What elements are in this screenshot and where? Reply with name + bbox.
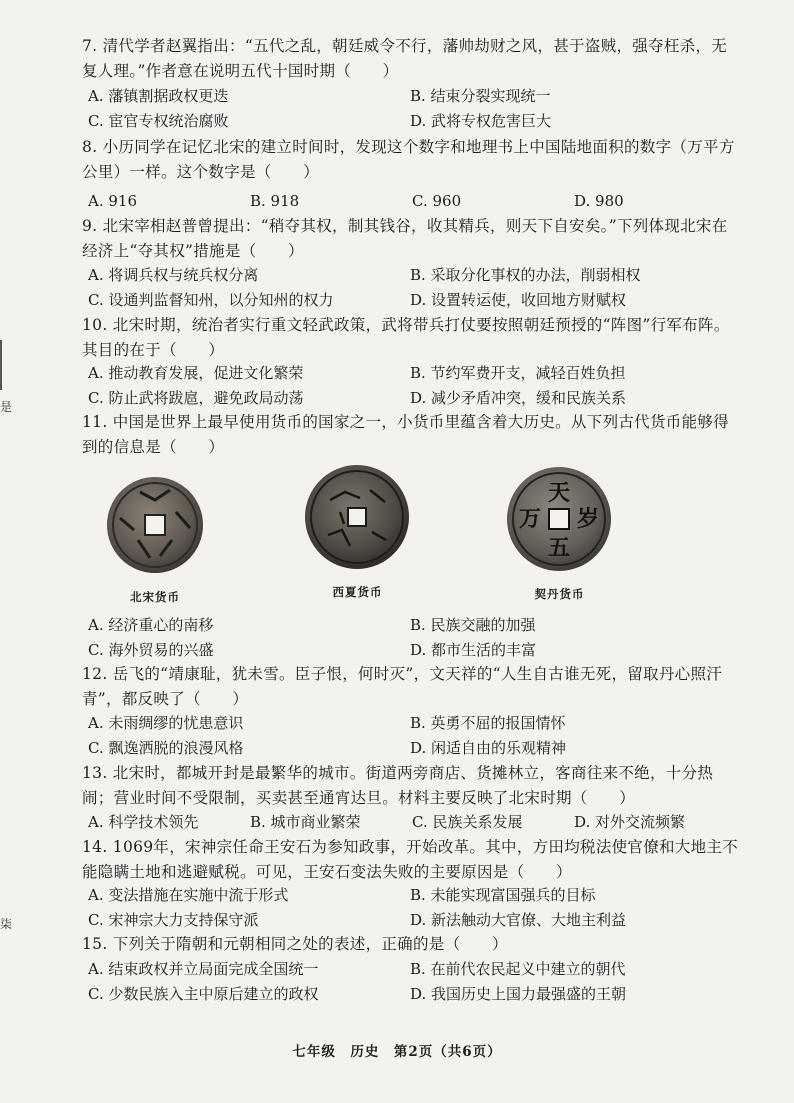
question-7-stem: 7. 清代学者赵翼指出：“五代之乱，朝廷威令不行，藩帅劫财之风，甚于盗贼，强夺枉杀，无复人理。”作者意在说明五代十国时期（ ） bbox=[82, 37, 728, 80]
margin-mark-1: 是 bbox=[0, 400, 13, 414]
northern-song-coin-figure bbox=[100, 470, 210, 605]
q10-option-a: A. 推动教育发展，促进文化繁荣 bbox=[88, 364, 304, 382]
khitan-coin-label: 契丹货币 bbox=[534, 587, 585, 601]
khitan-coin-char-top: 天 bbox=[547, 481, 571, 506]
khitan-coin-char-left: 万 bbox=[518, 507, 542, 532]
question-7-options bbox=[88, 84, 738, 133]
question-12-options bbox=[88, 711, 738, 760]
q9-option-c: C. 设通判监督知州，以分知州的权力 bbox=[88, 290, 334, 309]
question-11-options bbox=[88, 613, 738, 662]
q10-option-b: B. 节约军费开支，减轻百姓负担 bbox=[410, 364, 626, 382]
western-xia-coin-icon bbox=[300, 460, 415, 575]
question-8-stem: 8. 小历同学在记忆北宋的建立时间时，发现这个数字和地理书上中国陆地面积的数字（万平方公里）一样。这个数字是（ ） bbox=[82, 138, 735, 181]
question-15-options bbox=[88, 957, 738, 1006]
khitan-coin-char-right: 岁 bbox=[576, 507, 600, 532]
q8-option-b: B. 918 bbox=[250, 192, 300, 210]
question-8-options bbox=[88, 189, 738, 214]
q9-option-d: D. 设置转运使，收回地方财赋权 bbox=[410, 290, 627, 309]
q14-option-d: D. 新法触动大官僚、大地主利益 bbox=[410, 910, 627, 929]
q11-option-d: D. 都市生活的丰富 bbox=[410, 640, 537, 659]
western-xia-coin-label: 西夏货币 bbox=[332, 585, 383, 599]
q12-option-d: D. 闲适自由的乐观精神 bbox=[410, 738, 567, 757]
q8-option-d: D. 980 bbox=[574, 192, 624, 210]
question-9-options bbox=[88, 263, 738, 312]
q13-option-a: A. 科学技术领先 bbox=[88, 813, 199, 831]
q7-option-d: D. 武将专权危害巨大 bbox=[410, 111, 552, 130]
q15-option-b: B. 在前代农民起义中建立的朝代 bbox=[410, 960, 626, 978]
q11-option-c: C. 海外贸易的兴盛 bbox=[88, 640, 214, 659]
margin-mark-2: 柒 bbox=[0, 917, 13, 931]
question-13-options bbox=[88, 810, 738, 835]
q9-option-b: B. 采取分化事权的办法，削弱相权 bbox=[410, 266, 641, 284]
q12-option-c: C. 飘逸洒脱的浪漫风格 bbox=[88, 738, 244, 757]
q7-option-b: B. 结束分裂实现统一 bbox=[410, 87, 551, 105]
question-10-options bbox=[88, 361, 738, 410]
q14-option-c: C. 宋神宗大力支持保守派 bbox=[88, 910, 259, 929]
khitan-coin-figure bbox=[502, 462, 617, 602]
q10-option-d: D. 减少矛盾冲突，缓和民族关系 bbox=[410, 388, 627, 407]
question-13-stem: 13. 北宋时，都城开封是最繁华的城市。街道两旁商店、货摊林立，客商往来不绝，十分热闹；营业时间不受限制，买卖甚至通宵达旦。材料主要反映了北宋时期（ ） bbox=[82, 764, 714, 807]
q13-option-b: B. 城市商业繁荣 bbox=[250, 813, 361, 831]
question-12-stem: 12. 岳飞的“靖康耻，犹未雪。臣子恨，何时灭”，文天祥的“人生自古谁无死，留取丹心照汗青”，都反映了（ ） bbox=[82, 665, 723, 708]
q12-option-a: A. 未雨绸缪的忧患意识 bbox=[88, 714, 244, 732]
question-9-stem: 9. 北宋宰相赵普曾提出：“稍夺其权，制其钱谷，收其精兵，则天下自安矣。”下列体现北宋在经济上“夺其权”措施是（ ） bbox=[82, 217, 728, 260]
q15-option-c: C. 少数民族入主中原后建立的政权 bbox=[88, 984, 319, 1003]
question-15-stem: 15. 下列关于隋朝和元朝相同之处的表述，正确的是（ ） bbox=[82, 935, 508, 953]
question-10-stem: 10. 北宋时期，统治者实行重文轻武政策，武将带兵打仗要按照朝廷预授的“阵图”行军布阵。其目的在于（ ） bbox=[82, 316, 730, 359]
q8-option-a: A. 916 bbox=[88, 192, 137, 210]
q7-option-c: C. 宦官专权统治腐败 bbox=[88, 111, 229, 130]
binding-line bbox=[0, 340, 2, 390]
q10-option-c: C. 防止武将跋扈，避免政局动荡 bbox=[88, 388, 304, 407]
q13-option-d: D. 对外交流频繁 bbox=[574, 813, 686, 831]
q11-option-a: A. 经济重心的南移 bbox=[88, 616, 214, 634]
q13-option-c: C. 民族关系发展 bbox=[412, 813, 523, 831]
western-xia-coin-figure bbox=[300, 460, 415, 600]
question-11-stem: 11. 中国是世界上最早使用货币的国家之一，小货币里蕴含着大历史。从下列古代货币能够得到的信息是（ ） bbox=[82, 413, 729, 456]
q11-option-b: B. 民族交融的加强 bbox=[410, 616, 536, 634]
page-footer: 七年级 历史 第2页（共6页） bbox=[292, 1044, 502, 1060]
q14-option-a: A. 变法措施在实施中流于形式 bbox=[88, 886, 289, 904]
q15-option-d: D. 我国历史上国力最强盛的王朝 bbox=[410, 984, 627, 1003]
q9-option-a: A. 将调兵权与统兵权分离 bbox=[88, 266, 259, 284]
q15-option-a: A. 结束政权并立局面完成全国统一 bbox=[88, 960, 319, 978]
khitan-coin-icon bbox=[502, 462, 617, 577]
q7-option-a: A. 藩镇割据政权更迭 bbox=[88, 87, 229, 105]
northern-song-coin-label: 北宋货币 bbox=[130, 590, 180, 604]
question-14-stem: 14. 1069年，宋神宗任命王安石为参知政事，开始改革。其中，方田均税法使官僚和大地主不能隐瞒土地和逃避赋税。可见，王安石变法失败的主要原因是（ ） bbox=[82, 838, 739, 881]
coin-figures bbox=[100, 470, 620, 620]
northern-song-coin-icon bbox=[100, 470, 210, 580]
question-14-options bbox=[88, 883, 738, 932]
q12-option-b: B. 英勇不屈的报国情怀 bbox=[410, 714, 566, 732]
q14-option-b: B. 未能实现富国强兵的目标 bbox=[410, 886, 596, 904]
q8-option-c: C. 960 bbox=[412, 192, 462, 210]
khitan-coin-char-bottom: 五 bbox=[547, 536, 571, 561]
